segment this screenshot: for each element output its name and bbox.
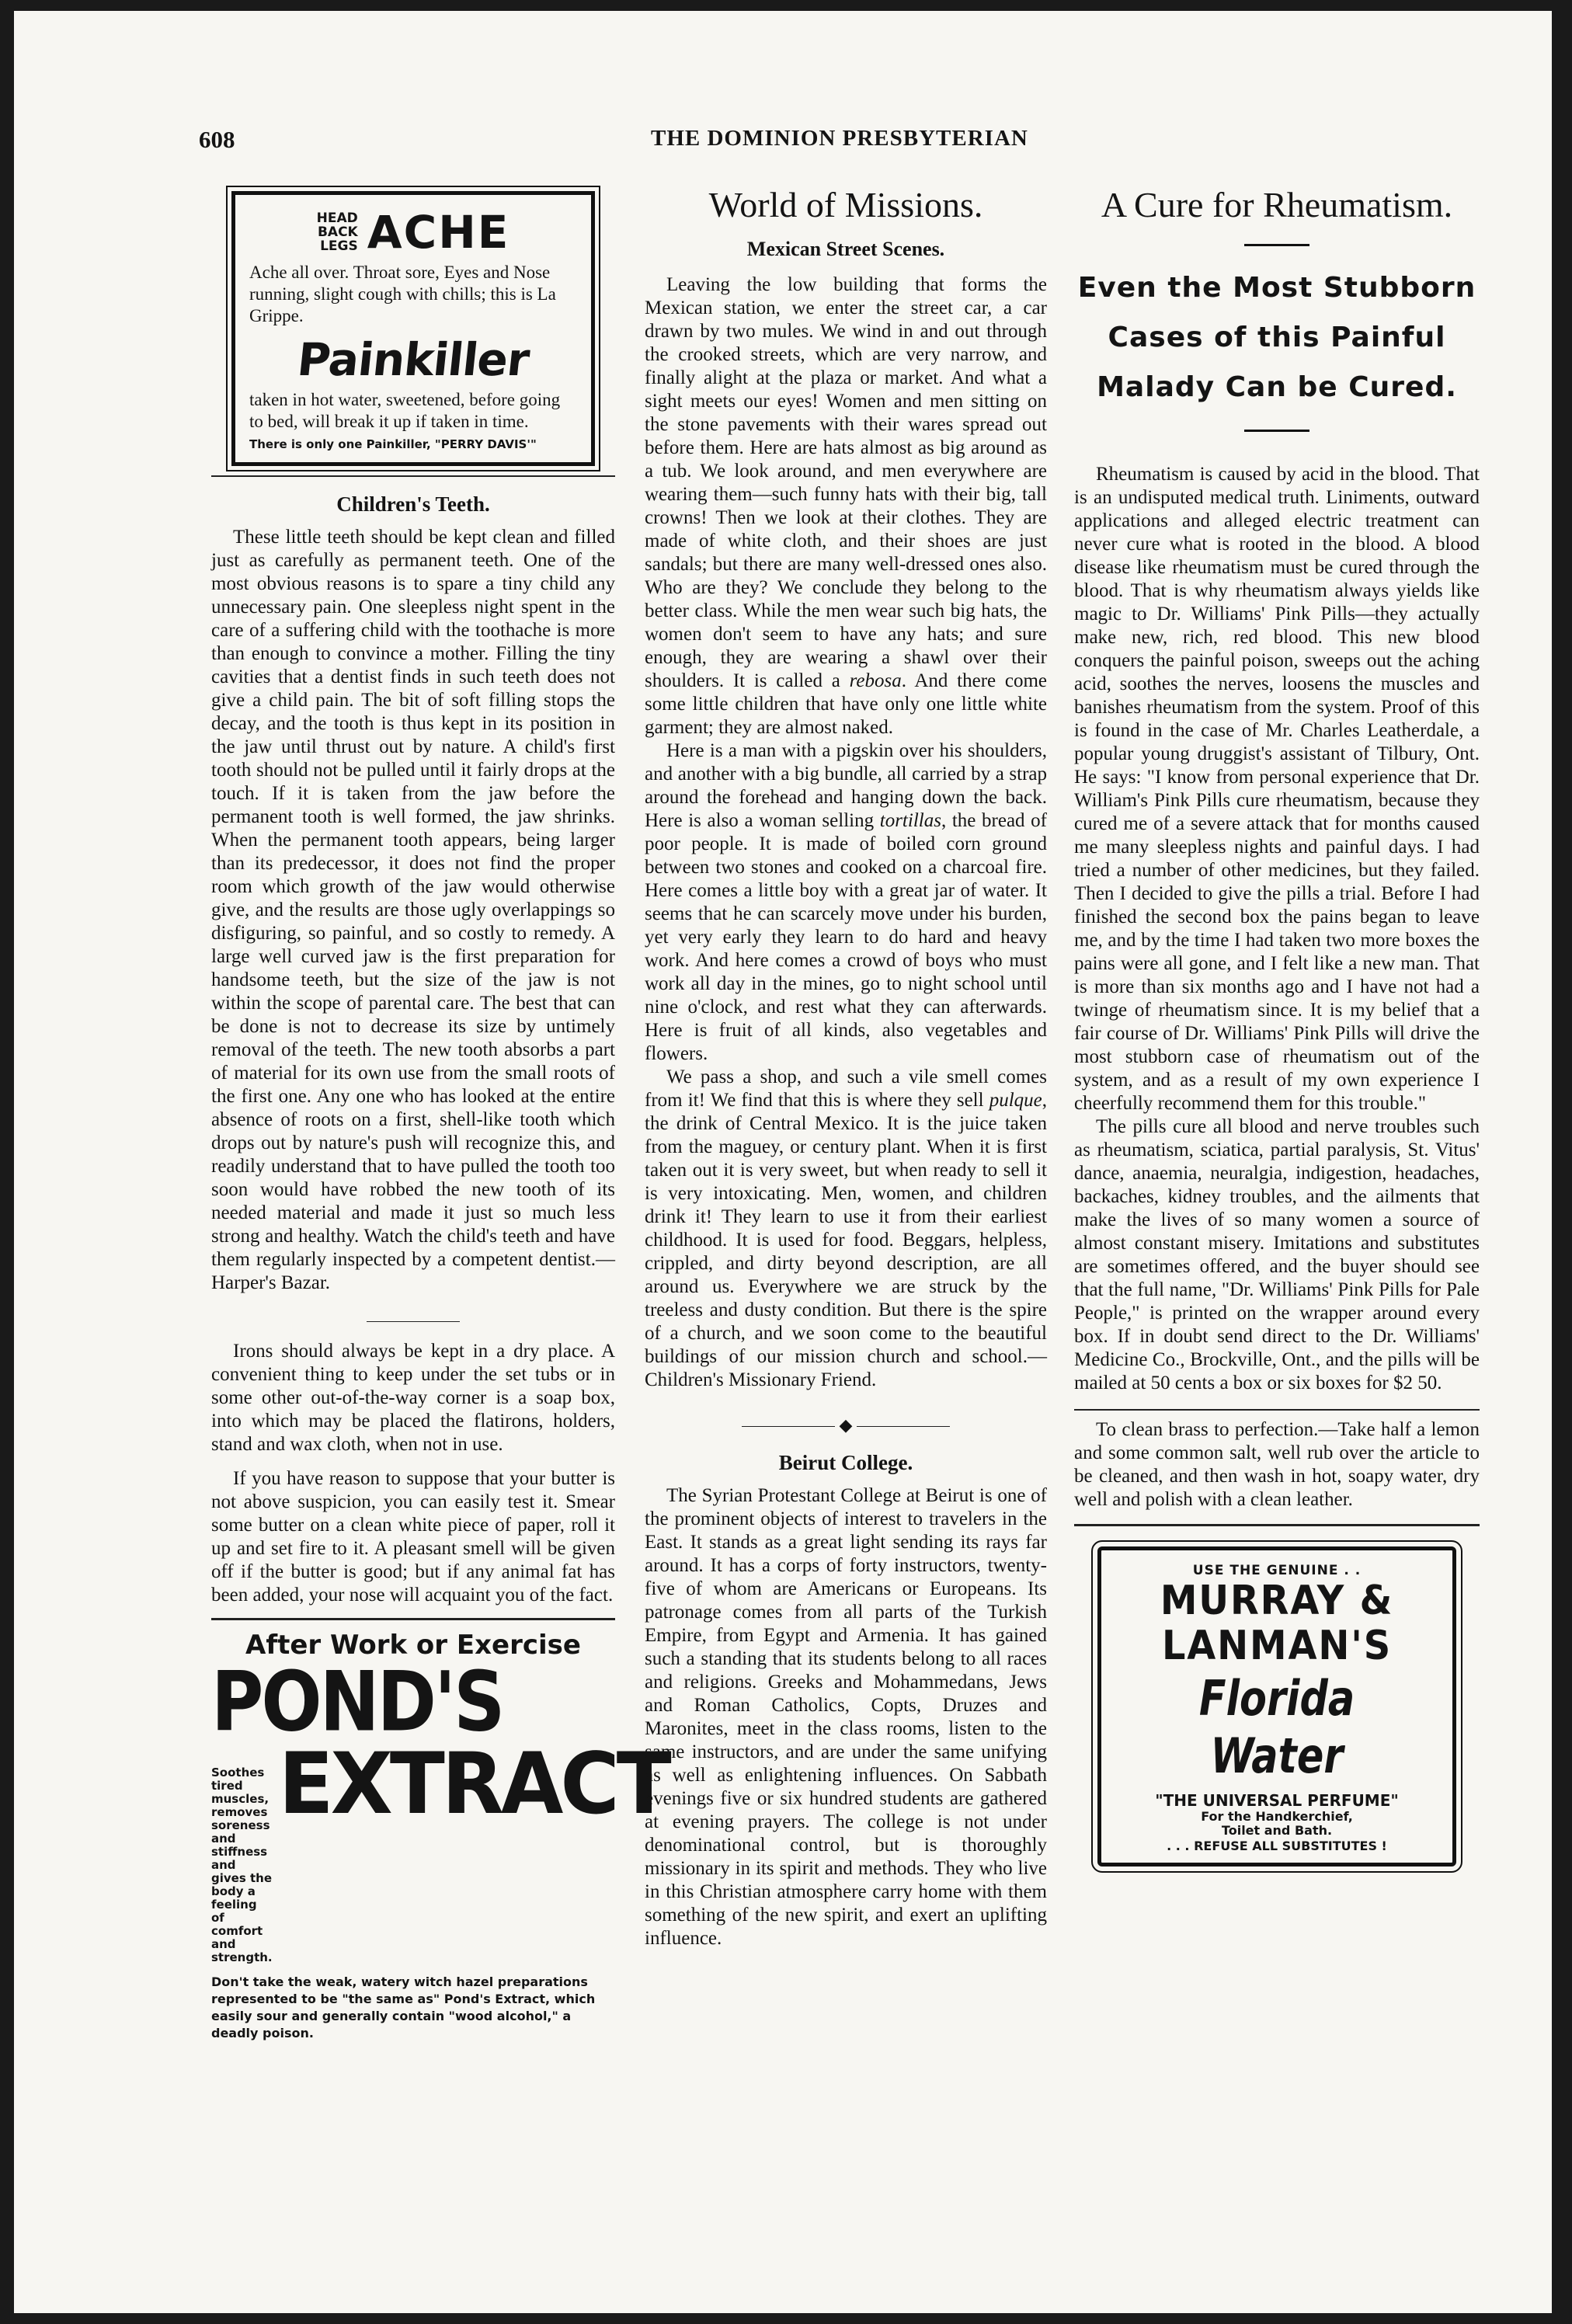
florida-genuine: USE THE GENUINE . . — [1192, 1563, 1362, 1578]
florida-uses-2: Toilet and Bath. — [1221, 1823, 1333, 1838]
ache-heading — [249, 206, 577, 259]
rheumatism-headline-2: Cases of this Painful — [1108, 322, 1446, 353]
childrens-teeth-body: These little teeth should be kept clean and filled just as carefully as permanent teeth. One of the most obvious reasons is to spare a tiny child any unnecessary pain. One sleepless night spent in the care of a suffering child with the toothache is more than enough to convince a mother. Filling the tiny cavities that a dentist finds in such teeth does not give a child pain. The bit of soft filling stops the decay, and the tooth is thus kept in its position in the jaw until thrust out by nature. A child's first tooth should not be pulled until it fairly drops at the touch. If it is taken from the jaw before the permanent tooth is well formed, the jaw shrinks. When the permanent tooth appears, being larger than its predecessor, it does not find the proper room which growth of the jaw would otherwise give, and the results are those ugly overlappings so disfiguring, so painful, and so costly to remedy. A large well curved jaw is the first preparation for handsome teeth, but the size of the jaw is not within the scope of parental care. The best that can be done is not to decrease its size by untimely removal of the teeth. The new tooth absorbs a part of material for its own use from the small roots of the first one. Any one who has looked at the entire absence of roots on a first, shell-like tooth which drops out by nature's push will recognize this, and readily understand that to have pulled the tooth too soon would have robbed the new tooth of its needed material and made it just so much less strong and healthy. Watch the child's teeth and have them regularly inspected by a competent dentist.—Harper's Bazar. — [211, 527, 615, 1293]
ponds-benefits: Soothes tired muscles, removes soreness and stiffness and gives the body a feeling of comfort and strength. — [211, 1766, 273, 1964]
rheumatism-heading: A Cure for Rheumatism. — [1101, 185, 1453, 224]
ponds-warning: Don't take the weak, watery witch hazel preparations represented to be "the same as" Pond's Extract, which easily sour and generally contain "wood alcohol," a deadly poison. — [211, 1974, 596, 2040]
painkiller-directions: taken in hot water, sweetened, before going to bed, will break it up if taken in time. — [249, 390, 561, 431]
ache-body-parts: HEAD BACK LEGS — [316, 210, 358, 254]
ponds-extract-advertisement — [211, 1630, 669, 2042]
ornament-divider — [211, 1310, 615, 1331]
short-rule — [1244, 244, 1309, 246]
newspaper-page — [14, 11, 1552, 2313]
ornament-divider: ◆ — [645, 1415, 1047, 1435]
florida-uses-1: For the Handkerchief, — [1201, 1809, 1353, 1824]
beirut-college-body: The Syrian Protestant College at Beirut is one of the prominent objects of interest to travelers in the East. It stands as a great light sending its rays far around. It has a corps of forty instructors, twenty-five of whom are Americans or Europeans. Its patronage comes from all parts of the Turkish Empire, from Egypt and Armenia. It has gained such a standing that its students belong to all races and religions. Greeks and Mohammedans, Jews and Roman Catholics, Copts, Druzes and Maronites, meet in the class rooms, listen to the same instructors, and are under the same unifying as well as enlightening influences. On Sabbath evenings five or six hundred students are gathered at evening prayers. The college is not under denominational control, but is thoroughly missionary in its spirit and methods. They who live in this Christian atmosphere carry home with them something of the new spirit, and exert an uplifting influence. — [645, 1485, 1047, 1949]
divider — [211, 475, 615, 477]
childrens-teeth-title: Children's Teeth. — [336, 492, 490, 516]
rheumatism-paragraph-2: The pills cure all blood and nerve troubles such as rheumatism, sciatica, partial paralysis, St. Vitus' dance, anaemia, neuralgia, indigestion, headaches, backaches, kidney troubles, and the ailments that make the lives of so many women a source of almost constant misery. Imitations and substitutes are sometimes offered, and the buyer should see that the full name, "Dr. Williams' Pink Pills for Pale People," is printed on the wrapper around every box. If in doubt send direct to the Dr. Williams' Medicine Co., Brockville, Ont., and the pills will be mailed at 50 cents a box or six boxes for $2 50. — [1074, 1116, 1480, 1393]
painkiller-footer: There is only one Painkiller, "PERRY DAVIS'" — [249, 437, 537, 451]
mexican-paragraph-1: Leaving the low building that forms the Mexican station, we enter the street car, a car drawn by two mules. We wind in and out through the crooked streets, which are very narrow, and finally alight at the plaza or market. And what a sight meets our eyes! Women and men sitting on the stone pavements with their wares spread out before them. Here are hats almost as big around as a tub. We look around, and men everywhere are wearing them—such funny hats with their big, tall crowns! Then we look at their clothes. They are made of white cloth, and their shoes are just sandals; but there are many well-dressed ones also. Who are they? We conclude they belong to the better class. While the men wear such big hats, the women don't seem to have any hats; and sure enough, they are wearing a shawl over their shoulders. It is called a rebosa. And there come some little children that have only one little white garment; they are almost naked. — [645, 274, 1048, 738]
world-of-missions-heading: World of Missions. — [708, 185, 983, 224]
rheumatism-paragraph-1: Rheumatism is caused by acid in the blood. That is an undisputed medical truth. Liniments, outward applications and alleged electric treatment can never cure what is rooted in the blood. A blood disease like rheumatism must be cured through the blood. That is why rheumatism always yields like magic to Dr. Williams' Pink Pills—they actually make new, rich, red blood. This new blood conquers the painful poison, sweeps out the aching acid, soothes the nerves, loosens the muscles and banishes rheumatism from the system. Proof of this is found in the case of Mr. Charles Leatherdale, a popular young druggist's assistant of Tilbury, Ont. He says: "I know from personal experience that Dr. William's Pink Pills cure rheumatism, because they cured me of a severe attack that for months caused me many sleepless nights and painful days. I had tried a number of other medicines, but they failed. Then I decided to give the pills a trial. Before I had finished the second box the pains began to leave me, and by the time I had taken two more boxes the pains were all gone, and I felt like a new man. That is more than six months ago and I have not had a twinge of rheumatism since. It is my belief that a fair course of Dr. Williams' Pink Pills will drive the most stubborn case of rheumatism out of the system, and as a result of my own experience I cheerfully recommend them for this trouble." — [1074, 464, 1480, 1114]
divider — [211, 1618, 615, 1620]
florida-tagline: "THE UNIVERSAL PERFUME" — [1155, 1791, 1399, 1810]
florida-maker-1: MURRAY & — [1160, 1578, 1394, 1624]
irons-paragraph: Irons should always be kept in a dry place. A convenient thing to keep under the set tubs or in some other out-of-the-way corner is a soap box, into which may be placed the flatirons, holders, stand and wax cloth, when not in use. — [211, 1341, 615, 1455]
florida-maker-2: LANMAN'S — [1161, 1623, 1393, 1669]
rheumatism-headline-1: Even the Most Stubborn — [1077, 272, 1476, 304]
mexican-street-scenes-title: Mexican Street Scenes. — [746, 238, 945, 260]
ponds-brand: POND'S — [211, 1654, 503, 1750]
florida-product: Florida Water — [1198, 1670, 1355, 1784]
butter-paragraph: If you have reason to suppose that your butter is not above suspicion, you can easily test it. Smear some butter on a clean white piece of paper, roll it up and set fire to it. A pleasant smell will be given off if the butter is good; but if any animal fat has been added, your nose will acquaint you of the fact. — [211, 1468, 615, 1606]
page-number: 608 — [199, 126, 235, 153]
rheumatism-headline-3: Malady Can be Cured. — [1097, 371, 1457, 403]
painkiller-symptoms: Ache all over. Throat sore, Eyes and Nose running, slight cough with chills; this is La Grippe. — [249, 263, 556, 325]
divider — [1074, 1409, 1480, 1411]
short-rule — [1244, 430, 1309, 432]
mexican-paragraph-3: We pass a shop, and such a vile smell comes from it! We find that this is where they sell pulque, the drink of Central Mexico. It is the juice taken from the maguey, or century plant. When it is first taken out it is very sweet, but when ready to sell it is very intoxicating. Men, women, and children drink it! They learn to use it from their earliest childhood. It is used for food. Beggars, helpless, crippled, and dirty beyond description, are all around us. Everywhere we are struck by the treeless and dusty condition. But there is the spire of a church, and we soon come to the beautiful buildings of our mission church and school.—Children's Missionary Friend. — [645, 1066, 1048, 1390]
painkiller-advertisement — [231, 191, 595, 466]
column-left — [211, 180, 669, 2042]
florida-water-advertisement — [1097, 1546, 1456, 1867]
divider — [1074, 1524, 1480, 1526]
beirut-college-title: Beirut College. — [778, 1451, 913, 1474]
column-right — [1074, 180, 1480, 1867]
ponds-title: After Work or Exercise — [245, 1630, 581, 1661]
running-title: THE DOMINION PRESBYTERIAN — [651, 126, 1028, 151]
brass-paragraph: To clean brass to perfection.—Take half a lemon and some common salt, well rub over the article to be cleaned, and then wash in hot, soapy water, dry well and polish with a clean leather. — [1074, 1419, 1480, 1510]
florida-refuse: . . . REFUSE ALL SUBSTITUTES ! — [1167, 1839, 1387, 1853]
painkiller-brand: Painkiller — [294, 333, 532, 386]
ache-word: ACHE — [367, 206, 510, 259]
mexican-paragraph-2: Here is a man with a pigskin over his shoulders, and another with a big bundle, all carried by a strap around the forehead and hanging down the back. Here is also a woman selling tortillas, the bread of poor people. It is made of boiled corn ground between two stones and cooked on a charcoal fire. Here comes a little boy with a great jar of water. It seems that he can scarcely move under his burden, yet very early they learn to do hard and heavy work. And here comes a crowd of boys who must work all day in the mines, go to night school until nine o'clock, and rest what they can afterwards. Here is fruit of all kinds, also vegetables and flowers. — [645, 740, 1048, 1064]
column-middle — [645, 180, 1047, 1950]
ponds-extract-word: EXTRACT — [278, 1733, 669, 1834]
